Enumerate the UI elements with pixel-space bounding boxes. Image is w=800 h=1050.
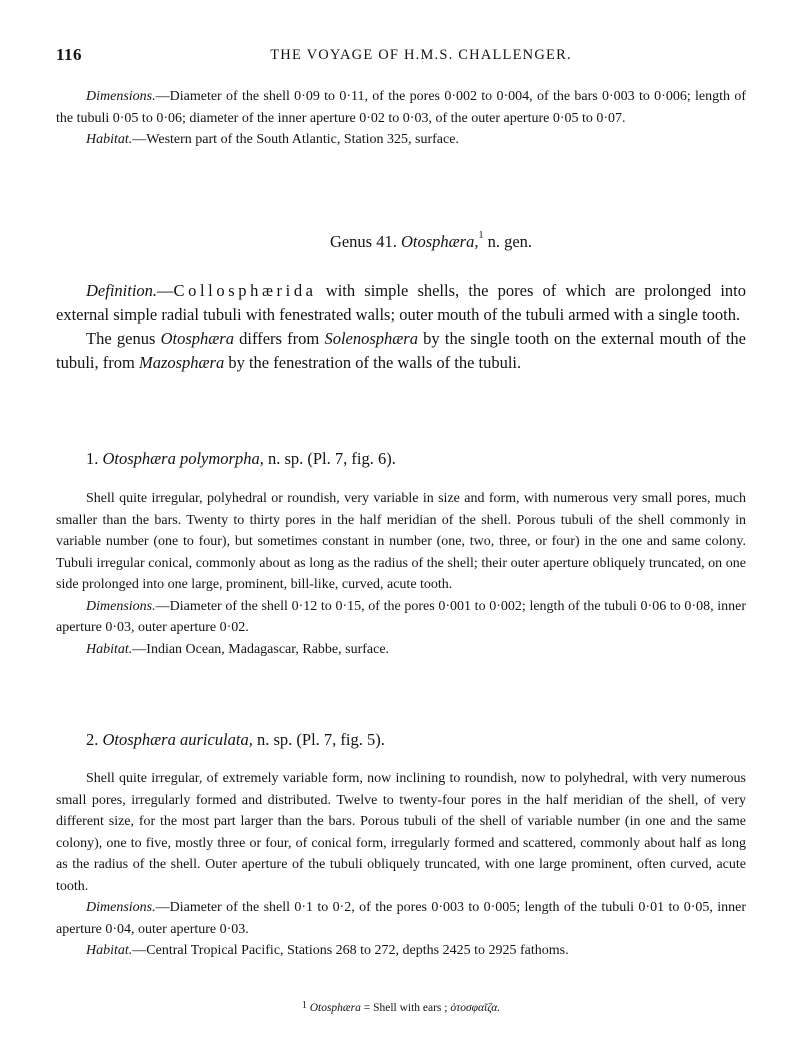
species-1-block [56,488,746,660]
genus-prefix: Genus 41. [329,232,397,251]
footnote-reference: 1 [478,230,484,241]
species-1-habitat-paragraph [56,639,746,661]
genus-suffix: n. gen. [487,232,533,251]
species-1-suffix: n. sp. (Pl. 7, fig. 6). [267,449,396,468]
genus-name: Otosphæra, [400,232,479,251]
footnote-greek: ὀτοσφαῖζα. [450,1002,501,1014]
species-2-description: Shell quite irregular, of extremely variable form, now inclining to roundish, now to polyhedral, with very numerous small pores, irregularly formed and distributed. Twelve to twenty-four pores in the half meridian of the shell, of very different size, for the most part larger than the bars. Porous tubuli of the shell of variable number (in one and the same colony), one to five, mostly three or four, of conical form, irregularly formed and scattered, commonly about half as long as the radius of the shell. Outer aperture of the tubuli obliquely truncated, with one large prominent, often curved, acute tooth. [56,771,746,894]
definition-text: with simple shells, the pores of which are prolonged into external simple radial tubuli with fenestrated walls; outer mouth of the tubuli armed with a single tooth. [56,281,746,324]
species-1-heading [86,449,396,469]
species-1-dimensions-label: Dimensions. [86,598,156,614]
definition-label: Definition. [86,281,158,300]
prev-habitat-paragraph [56,129,746,151]
running-head [56,45,746,67]
species-1-number: 1. [86,449,99,468]
prev-habitat-label: Habitat. [86,132,133,147]
footnote-text: = Shell with ears ; [360,1002,451,1014]
prev-dimensions-text: —Diameter of the shell 0·09 to 0·11, of the pores 0·002 to 0·004, of the bars 0·003 to 0·006; length of the tubuli 0·05 to 0·06; diameter of the inner aperture 0·02 to 0·03, of the outer aperture 0·05 to 0·07. [56,89,746,126]
species-2-dimensions-label: Dimensions. [86,900,156,915]
species-2-name: Otosphæra auriculata, [102,730,253,749]
comparison-text-2: differs from [233,329,325,348]
species-1-habitat-text: —Indian Ocean, Madagascar, Rabbe, surface. [132,641,390,657]
comparison-genus: Otosphæra [160,329,234,348]
comparison-other-genus-1: Solenosphæra [324,329,418,348]
species-2-suffix: n. sp. (Pl. 7, fig. 5). [256,730,385,749]
species-1-dimensions-paragraph [56,596,746,639]
prev-habitat-text: —Western part of the South Atlantic, Station 325, surface. [132,132,459,147]
footnote-term: Otosphæra [309,1002,361,1014]
species-2-heading [86,730,385,750]
comparison-text-3: by the single tooth on the external mouth of the tubuli, from [56,329,746,372]
species-1-dimensions-text: —Diameter of the shell 0·12 to 0·15, of the pores 0·001 to 0·002; length of the tubuli 0·06 to 0·08, inner aperture 0·03, outer aperture 0·02. [56,598,746,635]
species-1-habitat-label: Habitat. [86,641,133,657]
species-2-habitat-paragraph [56,940,746,962]
definition-paragraph [56,279,746,327]
page-number: 116 [56,45,83,64]
previous-species-block [56,86,746,151]
prev-dimensions-label: Dimensions. [86,89,156,104]
species-2-dimensions-paragraph [56,897,746,940]
genus-heading [56,232,746,252]
running-title: THE VOYAGE OF H.M.S. CHALLENGER. [270,47,572,63]
comparison-other-genus-2: Mazosphæra [138,353,225,372]
comparison-text-4: by the fenestration of the walls of the tubuli. [224,353,522,372]
species-2-block [56,768,746,962]
footnote-mark: 1 [301,1000,307,1011]
species-2-habitat-text: —Central Tropical Pacific, Stations 268 to 272, depths 2425 to 2925 fathoms. [132,943,569,958]
species-2-number: 2. [86,730,99,749]
definition-dash: — [157,281,174,300]
footnote [56,1002,746,1014]
prev-dimensions-paragraph [56,86,746,129]
genus-definition-block [56,279,746,375]
species-2-dimensions-text: —Diameter of the shell 0·1 to 0·2, of the pores 0·003 to 0·005; length of the tubuli 0·01 to 0·05, inner aperture 0·04, outer aperture 0·03. [56,900,746,937]
comparison-text-1: The genus [86,329,161,348]
species-2-habitat-label: Habitat. [86,943,133,958]
species-1-name: Otosphæra polymorpha, [102,449,264,468]
species-1-description: Shell quite irregular, polyhedral or roundish, very variable in size and form, with numerous very small pores, much smaller than the bars. Twenty to thirty pores in the half meridian of the shell. Porous tubuli of the shell commonly in variable number (one to four), but sometimes constant in number (one, two, three, or four) in the one and same colony. Tubuli irregular conical, commonly about as long as the radius of the shell; their outer aperture obliquely truncated, on one side prolonged into one large, prominent, bill-like, curved, acute tooth. [56,491,746,592]
comparison-paragraph [56,327,746,375]
definition-group: Collosphærida [173,281,317,300]
